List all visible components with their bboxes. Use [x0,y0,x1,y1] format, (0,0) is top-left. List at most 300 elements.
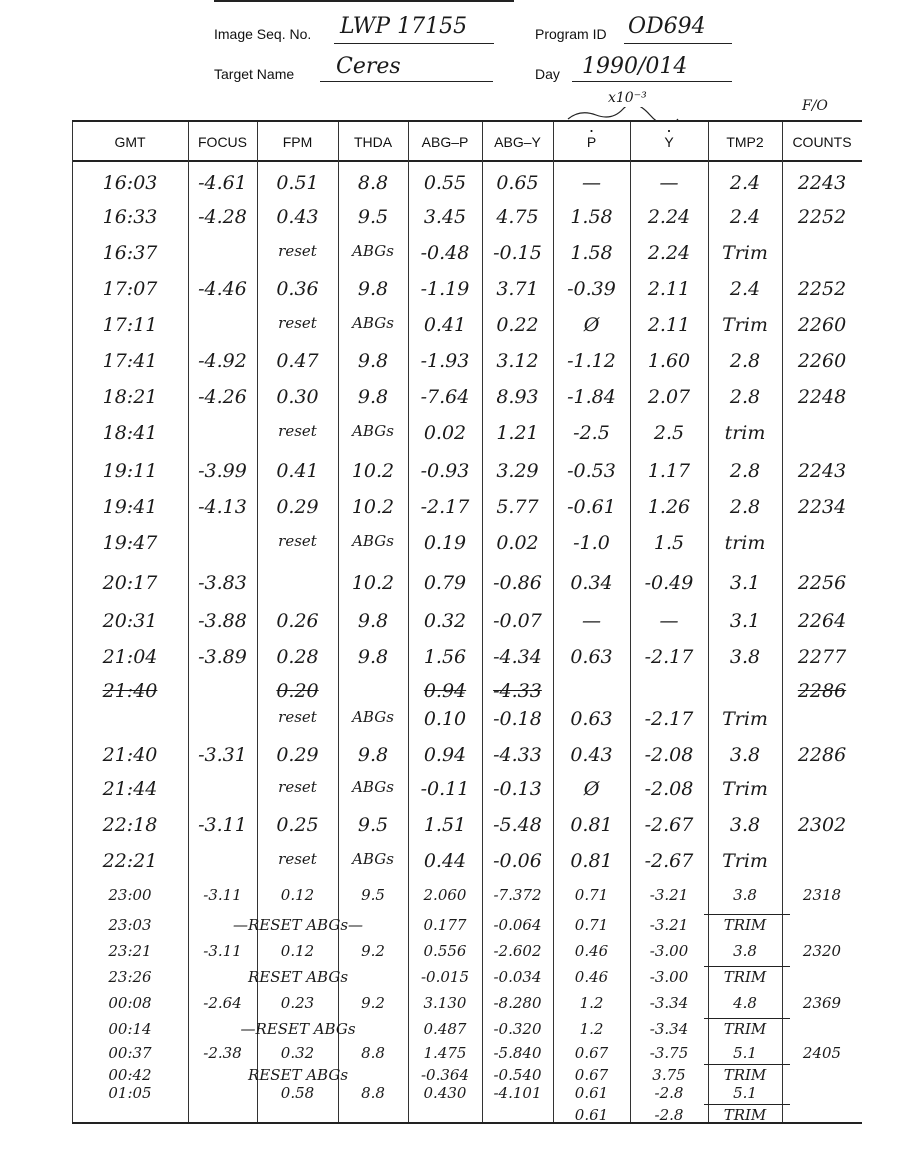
log-table [72,120,862,1124]
cell-abg-y: -0.320 [493,1020,542,1038]
cell-y-dot: — [659,172,679,194]
cell-abg-y: -0.034 [493,968,542,986]
cell-abg-p: 0.177 [423,916,467,934]
cell-abg-y: -7.372 [493,886,542,904]
cell-thda: ABGs [352,242,394,260]
cell-fpm: reset [278,850,317,868]
cell-focus: -3.83 [198,572,247,594]
cell-abg-p: -1.19 [420,278,470,300]
cell-tmp2: 2.8 [729,460,761,482]
cell-fpm: 0.29 [276,744,319,766]
cell-gmt: 21:40 [102,680,158,702]
cell-abg-y: -4.33 [493,744,542,766]
cell-thda: 9.8 [357,350,389,372]
cell-counts: 2302 [797,814,847,836]
column-header-focus: FOCUS [198,134,247,150]
cell-p-dot: 0.34 [570,572,613,594]
cell-thda: 9.5 [357,814,389,836]
cell-tmp2: 3.8 [729,744,761,766]
cell-y-dot: -2.08 [644,778,694,800]
cell-focus: RESET ABGs [247,1066,349,1084]
cell-gmt: 16:03 [102,172,158,194]
cell-fpm: 0.43 [276,206,319,228]
cell-focus: -4.61 [198,172,247,194]
cell-fpm: 0.47 [276,350,319,372]
cell-counts: 2320 [802,942,842,960]
cell-abg-p: 2.060 [423,886,467,904]
table-row [72,708,862,738]
cell-p-dot: 0.67 [574,1044,609,1062]
cell-counts: 2286 [797,680,847,702]
cell-counts: 2248 [797,386,847,408]
cell-tmp2: 3.1 [729,572,761,594]
cell-abg-y: -0.15 [493,242,542,264]
cell-abg-p: 0.32 [423,610,467,632]
table-row [72,610,862,640]
cell-thda: 9.2 [361,942,385,960]
table-row [72,850,862,880]
table-row [72,460,862,490]
cell-counts: 2243 [797,172,847,194]
cell-thda: 8.8 [357,172,389,194]
cell-counts: 2264 [797,610,847,632]
table-row [72,1020,862,1044]
cell-counts: 2252 [797,206,847,228]
cell-focus: -3.31 [198,744,247,766]
cell-fpm: 0.41 [276,460,319,482]
cell-thda: ABGs [352,708,394,726]
cell-p-dot: 0.71 [574,886,609,904]
column-header-abg-p: ABG–P [421,134,469,150]
cell-abg-y: -2.602 [493,942,542,960]
cell-gmt: 21:04 [102,646,158,668]
cell-p-dot: — [582,610,601,632]
cell-y-dot: -3.75 [649,1044,689,1062]
cell-gmt: 23:00 [108,886,152,904]
cell-thda: 9.8 [357,386,389,408]
cell-abg-p: 0.02 [423,422,467,444]
cell-y-dot: 1.60 [647,350,691,372]
cell-abg-p: -1.93 [420,350,470,372]
program-id-label: Program ID [535,26,607,42]
cell-abg-y: -4.101 [493,1084,542,1102]
cell-gmt: 17:07 [102,278,158,300]
brace-mark [566,107,680,121]
table-row [72,172,862,202]
cell-tmp2: 4.8 [733,994,757,1012]
cell-fpm: 0.25 [276,814,319,836]
cell-y-dot: 2.11 [647,278,691,300]
cell-gmt: 00:14 [108,1020,152,1038]
cell-abg-y: 3.71 [496,278,539,300]
cell-gmt: 20:31 [102,610,158,632]
cell-tmp2: 2.4 [729,278,761,300]
cell-gmt: 00:37 [108,1044,152,1062]
cell-p-dot: -0.53 [567,460,616,482]
cell-fpm: 0.28 [276,646,319,668]
cell-abg-p: 0.430 [423,1084,467,1102]
cell-counts: 2256 [797,572,847,594]
cell-p-dot: 0.61 [574,1106,609,1124]
cell-gmt: 21:40 [102,744,158,766]
cell-tmp2: 2.4 [729,172,761,194]
cell-focus: -4.13 [198,496,247,518]
cell-focus: -4.28 [198,206,247,228]
table-row [72,916,862,940]
image-seq-label: Image Seq. No. [214,26,312,42]
table-row [72,886,862,910]
cell-gmt: 20:17 [102,572,158,594]
cell-thda: 10.2 [351,460,395,482]
cell-gmt: 19:41 [102,496,158,518]
cell-abg-p: 0.10 [423,708,467,730]
cell-y-dot: 2.5 [653,422,685,444]
cell-y-dot: — [659,610,679,632]
cell-y-dot: -2.8 [654,1084,684,1102]
cell-thda: 8.8 [361,1044,385,1062]
cell-tmp2: TRIM [723,1020,767,1038]
cell-p-dot: 1.2 [579,1020,604,1038]
image-seq-line [334,43,494,44]
cell-gmt: 16:33 [102,206,158,228]
cell-abg-y: -4.33 [493,680,542,702]
cell-counts: 2286 [797,744,847,766]
cell-fpm: reset [278,532,317,550]
cell-tmp2: 2.4 [729,206,761,228]
cell-y-dot: -3.00 [649,942,689,960]
cell-abg-p: 0.94 [423,744,467,766]
cell-focus: -3.11 [203,886,242,904]
cell-tmp2: Trim [722,314,768,336]
column-header-y-dot: · Y [630,134,708,150]
cell-thda: 9.5 [357,206,389,228]
cell-tmp2: 3.8 [733,942,757,960]
cell-abg-p: -0.48 [420,242,470,264]
cell-gmt: 16:37 [102,242,158,264]
cell-abg-p: -7.64 [420,386,470,408]
target-name-label: Target Name [214,66,295,82]
cell-fpm: 0.30 [276,386,319,408]
cell-fpm: 0.26 [276,610,319,632]
fo-annotation: F/O [802,98,828,114]
cell-counts: 2243 [797,460,847,482]
cell-y-dot: 2.24 [647,242,691,264]
target-name-value: Ceres [336,54,401,79]
table-row [72,646,862,676]
cell-gmt: 00:08 [108,994,152,1012]
cell-abg-y: -0.064 [493,916,542,934]
cell-abg-y: 4.75 [496,206,539,228]
cell-abg-p: 0.556 [423,942,467,960]
day-line [572,81,732,82]
cell-tmp2: TRIM [723,1106,767,1124]
cell-tmp2: 2.8 [729,496,761,518]
cell-gmt: 22:18 [102,814,158,836]
cell-fpm: 0.36 [276,278,319,300]
cell-p-dot: -1.12 [567,350,616,372]
cell-abg-y: -8.280 [493,994,542,1012]
cell-tmp2: Trim [722,778,768,800]
top-rule [214,0,514,2]
cell-focus: -3.88 [198,610,247,632]
cell-abg-p: -0.015 [420,968,469,986]
cell-abg-y: 8.93 [496,386,539,408]
cell-thda: 9.8 [357,646,389,668]
cell-abg-y: -0.07 [493,610,542,632]
cell-abg-y: 1.21 [496,422,539,444]
cell-counts: 2260 [797,350,847,372]
cell-p-dot: -0.39 [567,278,616,300]
cell-tmp2: 3.8 [733,886,757,904]
cell-abg-y: -0.06 [493,850,542,872]
cell-abg-y: -4.34 [493,646,542,668]
row-underline [704,1064,790,1065]
column-header-tmp2: TMP2 [726,134,764,150]
cell-focus: -4.26 [198,386,247,408]
cell-focus: -2.38 [203,1044,242,1062]
cell-counts: 2260 [797,314,847,336]
cell-counts: 2252 [797,278,847,300]
cell-p-dot: 0.67 [574,1066,609,1084]
cell-counts: 2234 [797,496,847,518]
cell-tmp2: 2.8 [729,350,761,372]
cell-abg-p: 0.487 [423,1020,467,1038]
cell-focus: -4.46 [198,278,247,300]
cell-y-dot: 3.75 [652,1066,686,1084]
cell-p-dot: 0.71 [574,916,609,934]
cell-y-dot: -3.21 [649,916,689,934]
cell-abg-p: 3.45 [423,206,467,228]
cell-abg-p: 3.130 [423,994,467,1012]
table-row [72,942,862,966]
cell-tmp2: 3.8 [729,646,761,668]
column-header-gmt: GMT [114,134,146,150]
cell-gmt: 18:21 [102,386,158,408]
cell-tmp2: Trim [722,850,768,872]
cell-abg-y: -5.840 [493,1044,542,1062]
cell-p-dot: -2.5 [573,422,610,444]
table-row [72,422,862,452]
cell-y-dot: 1.26 [647,496,691,518]
cell-tmp2: trim [724,532,766,554]
cell-fpm: reset [278,242,317,260]
column-header-p-dot: · P [553,134,630,150]
cell-p-dot: 1.58 [570,206,613,228]
cell-abg-p: 0.41 [423,314,467,336]
scale-annotation: x10⁻³ [608,90,647,106]
cell-y-dot: -2.8 [654,1106,684,1124]
cell-gmt: 00:42 [108,1066,152,1084]
cell-tmp2: TRIM [723,1066,767,1084]
cell-abg-y: -0.13 [493,778,542,800]
cell-tmp2: 5.1 [733,1044,757,1062]
cell-fpm: 0.32 [280,1044,315,1062]
row-underline [704,1104,790,1105]
cell-p-dot: 1.2 [579,994,604,1012]
cell-y-dot: -2.67 [644,814,694,836]
cell-p-dot: 0.46 [574,968,609,986]
cell-thda: ABGs [352,532,394,550]
table-row [72,968,862,992]
table-row [72,1106,862,1130]
cell-p-dot: 0.81 [570,814,613,836]
cell-tmp2: 3.8 [729,814,761,836]
cell-y-dot: -2.17 [644,708,694,730]
target-name-line [320,81,493,82]
cell-gmt: 23:26 [108,968,152,986]
cell-y-dot: -2.08 [644,744,694,766]
cell-counts: 2318 [802,886,842,904]
table-row [72,386,862,416]
program-id-value: OD694 [628,14,706,39]
row-underline [704,966,790,967]
cell-p-dot: 0.63 [570,708,613,730]
table-row [72,242,862,272]
cell-p-dot: 0.43 [570,744,613,766]
column-header-fpm: FPM [282,134,313,150]
cell-p-dot: -1.84 [567,386,616,408]
cell-counts: 2405 [802,1044,842,1062]
cell-tmp2: 5.1 [733,1084,757,1102]
cell-fpm: reset [278,708,317,726]
cell-thda: 9.2 [361,994,385,1012]
cell-y-dot: -2.17 [644,646,694,668]
cell-gmt: 17:41 [102,350,158,372]
cell-fpm: 0.23 [280,994,315,1012]
cell-fpm: 0.12 [280,886,315,904]
cell-abg-p: -0.93 [420,460,470,482]
cell-abg-p: -0.11 [420,778,470,800]
cell-y-dot: 1.5 [653,532,685,554]
cell-abg-p: 0.79 [423,572,467,594]
cell-p-dot: 1.58 [570,242,613,264]
column-header-abg-y: ABG–Y [494,134,541,150]
cell-p-dot: Ø [583,314,600,336]
cell-abg-y: -0.540 [493,1066,542,1084]
cell-thda: 10.2 [351,496,395,518]
table-row [72,994,862,1018]
cell-gmt: 22:21 [102,850,158,872]
cell-tmp2: Trim [722,242,768,264]
table-row [72,206,862,236]
table-row [72,314,862,344]
header-rule [72,160,862,162]
table-row [72,278,862,308]
table-row [72,350,862,380]
day-value: 1990/014 [582,54,688,79]
cell-counts: 2277 [797,646,847,668]
cell-thda: 9.8 [357,610,389,632]
cell-abg-y: -0.18 [493,708,542,730]
cell-thda: 9.8 [357,278,389,300]
cell-focus: -3.11 [198,814,247,836]
column-header-thda: THDA [353,134,393,150]
cell-gmt: 17:11 [102,314,158,336]
cell-focus: RESET ABGs [247,968,349,986]
table-row [72,778,862,808]
cell-thda: 10.2 [351,572,395,594]
cell-thda: ABGs [352,778,394,796]
cell-abg-p: 0.94 [423,680,467,702]
cell-focus: -3.99 [198,460,247,482]
cell-tmp2: 3.1 [729,610,761,632]
day-label: Day [535,66,560,82]
cell-p-dot: 0.61 [574,1084,609,1102]
table-row [72,744,862,774]
column-header-counts: COUNTS [792,134,852,150]
cell-p-dot: 0.63 [570,646,613,668]
cell-abg-p: 1.475 [423,1044,467,1062]
cell-tmp2: Trim [722,708,768,730]
cell-gmt: 19:47 [102,532,158,554]
table-row [72,572,862,602]
cell-p-dot: -1.0 [573,532,610,554]
cell-abg-y: -5.48 [493,814,542,836]
cell-fpm: 0.12 [280,942,315,960]
cell-abg-y: 5.77 [496,496,539,518]
cell-y-dot: -3.00 [649,968,689,986]
cell-gmt: 18:41 [102,422,158,444]
cell-fpm: reset [278,422,317,440]
cell-counts: 2369 [802,994,842,1012]
cell-abg-p: -0.364 [420,1066,469,1084]
cell-thda: ABGs [352,422,394,440]
table-row [72,680,862,710]
cell-abg-y: 3.12 [496,350,539,372]
cell-focus: —RESET ABGs [240,1020,356,1038]
cell-abg-y: 0.02 [496,532,539,554]
cell-focus: -3.89 [198,646,247,668]
cell-y-dot: -0.49 [644,572,694,594]
cell-tmp2: TRIM [723,916,767,934]
cell-abg-p: 1.51 [423,814,467,836]
cell-fpm: reset [278,314,317,332]
cell-thda: ABGs [352,314,394,332]
cell-p-dot: 0.46 [574,942,609,960]
cell-abg-p: 0.44 [423,850,467,872]
table-row [72,532,862,562]
image-seq-value: LWP 17155 [340,14,468,39]
cell-abg-y: 0.22 [496,314,539,336]
row-underline [704,1018,790,1019]
cell-p-dot: — [582,172,601,194]
cell-y-dot: -2.67 [644,850,694,872]
cell-p-dot: Ø [583,778,600,800]
cell-p-dot: 0.81 [570,850,613,872]
cell-gmt: 23:03 [108,916,152,934]
cell-fpm: 0.51 [276,172,319,194]
cell-focus: —RESET ABGs— [232,916,364,934]
cell-fpm: 0.20 [276,680,319,702]
cell-y-dot: -3.34 [649,994,689,1012]
cell-gmt: 19:11 [102,460,158,482]
cell-thda: ABGs [352,850,394,868]
cell-abg-y: 0.65 [496,172,539,194]
cell-y-dot: -3.21 [649,886,689,904]
cell-gmt: 21:44 [102,778,158,800]
cell-y-dot: 2.11 [647,314,691,336]
cell-focus: -2.64 [203,994,242,1012]
cell-fpm: 0.58 [280,1084,315,1102]
cell-abg-y: 3.29 [496,460,539,482]
cell-y-dot: 2.07 [647,386,691,408]
cell-fpm: 0.29 [276,496,319,518]
cell-focus: -4.92 [198,350,247,372]
table-row [72,814,862,844]
cell-y-dot: 2.24 [647,206,691,228]
cell-thda: 9.5 [361,886,385,904]
cell-fpm: reset [278,778,317,796]
